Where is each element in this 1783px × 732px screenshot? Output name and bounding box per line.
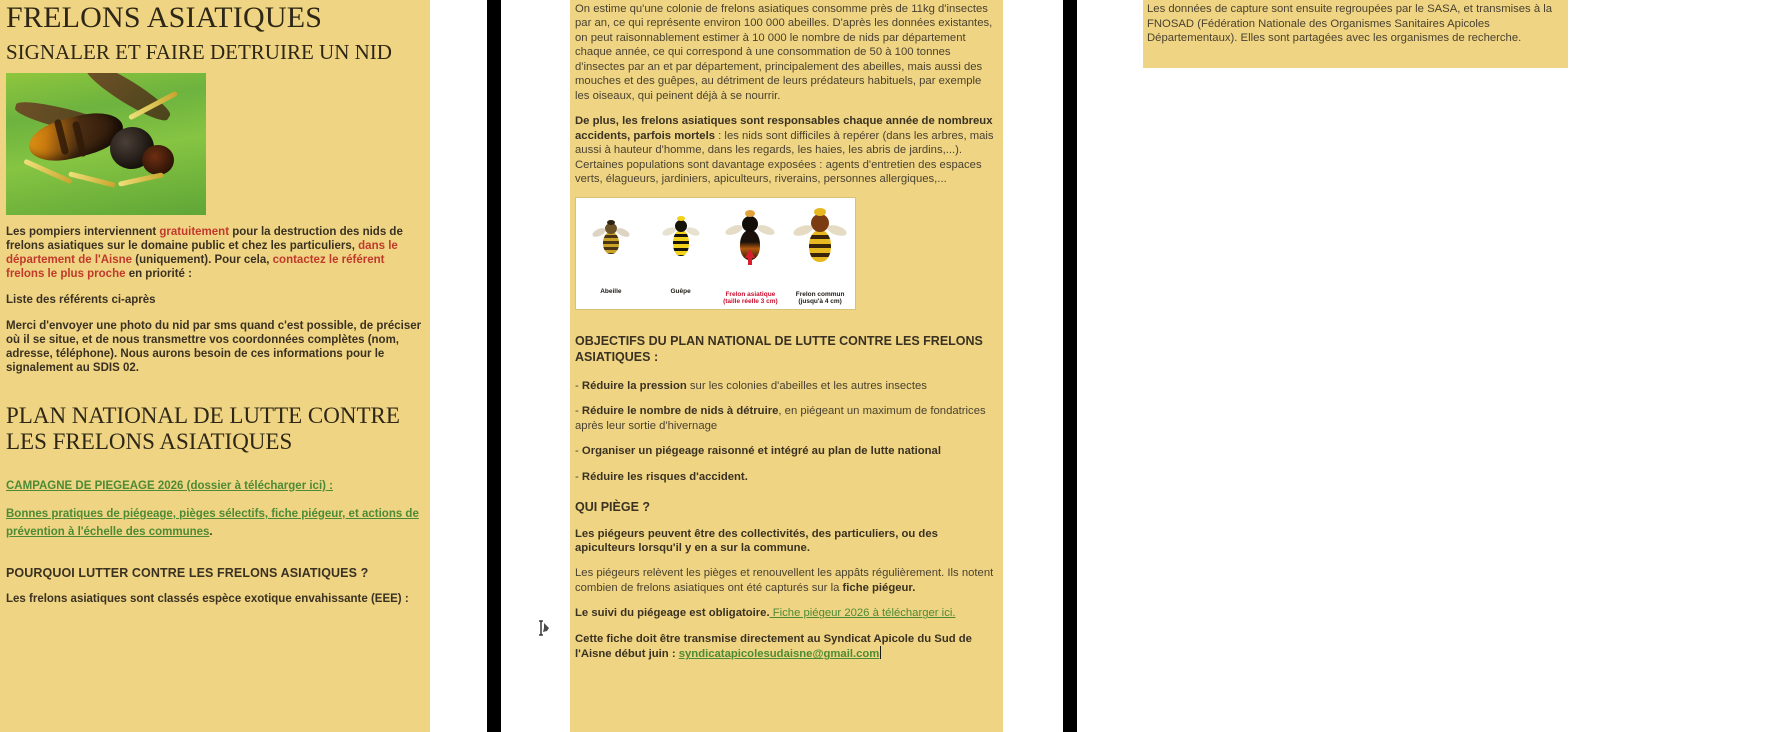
text-bold-fiche-piegeur: fiche piégeur. [842, 581, 916, 594]
figure-label-line2: (taille réelle 3 cm) [723, 297, 778, 305]
page-title: FRELONS ASIATIQUES [6, 1, 323, 34]
page-right-content[interactable] [1143, 0, 1568, 68]
figure-label-wasp: Guêpe [670, 287, 691, 295]
figure-label-line2: (jusqu'à 4 cm) [798, 297, 842, 305]
objectif-item [575, 444, 998, 458]
text-segment: pour la destruction des nids de frelons asiatiques sur le domaine public et chez les particuliers, [6, 225, 403, 252]
link-bonnes-pratiques[interactable]: Bonnes pratiques de piégeage, pièges sélectifs, fiche piégeur, et actions de prévention à l'échelle des communes [6, 508, 419, 539]
asian-hornet-photo [6, 73, 206, 215]
page-gutter-left [487, 0, 501, 732]
bullet-prefix: - [575, 379, 582, 392]
paragraph-suivi-obligatoire [575, 606, 998, 620]
figure-european-hornet [785, 202, 855, 280]
text-bold-suivi: Le suivi du piégeage est obligatoire. [575, 607, 770, 620]
text-segment: . [209, 526, 213, 539]
red-arrow-up-icon [745, 249, 755, 258]
paragraph-donnees-capture: Les données de capture sont ensuite regroupées par le SASA, et transmises à la FNOSAD (Fédération Nationale des Organismes Sanitaires Apicoles Départementaux). Elles sont partagées avec les organismes de recherche. [1147, 3, 1553, 45]
bullet-prefix: - [575, 470, 582, 483]
hornet-leg [23, 158, 73, 184]
hornet-head [142, 145, 174, 175]
european-hornet-icon [805, 208, 835, 264]
link-email-syndicat[interactable]: syndicatapicolesudaisne@gmail.com [678, 648, 880, 661]
highlight-gratuitement: gratuitement [159, 225, 230, 238]
hornet-leg [118, 172, 164, 186]
figure-label-line1: Frelon commun [795, 290, 845, 298]
figure-label-european-hornet [785, 291, 855, 306]
paragraph-accidents [575, 114, 998, 186]
heading-qui-piege: QUI PIÈGE ? [575, 499, 651, 514]
bullet-bold: Réduire les risques d'accident. [581, 470, 748, 483]
bullet-rest: sur les colonies d'abeilles et les autres insectes [686, 379, 927, 392]
text-bold-transmission: Cette fiche doit être transmise directement au Syndicat Apicole du Sud de l'Aisne début juin : [575, 632, 972, 661]
page-middle[interactable] [501, 0, 1063, 732]
heading-plan-national: PLAN NATIONAL DE LUTTE CONTRE LES FRELONS ASIATIQUES [6, 402, 400, 454]
page-middle-content[interactable] [570, 0, 1003, 732]
link-fiche-piegeur-2026[interactable]: Fiche piégeur 2026 à télécharger ici. [769, 607, 956, 620]
objectif-item [575, 470, 998, 484]
bullet-bold: Réduire la pression [581, 379, 687, 392]
paragraph-envoyer-photo: Merci d'envoyer une photo du nid par sms quand c'est possible, de préciser où il se situe, et de nous transmettre vos coordonnées complètes (nom, adresse, téléphone). Nous aurons besoin de ces informations pour le signalement au SDIS 02. [6, 319, 422, 374]
objectif-item [575, 379, 998, 393]
figure-label-bee: Abeille [600, 287, 622, 295]
insect-comparison-figure [575, 197, 856, 310]
paragraph-consommation: On estime qu'une colonie de frelons asiatiques consomme près de 11kg d'insectes par an, ce qui représente environ 100 000 abeilles. D'après les données existantes, on peut raisonnablement estimer à 10 000 le nombre de nids par département chaque année, ce qui correspond à une consommation de 50 à 100 tonnes d'insectes par an et par département, principalement des abeilles, mais aussi des mouches et des guêpes, au détriment de leurs prédateurs habituels, par exemple les oiseaux, qui peinent déjà à se nourrir. [575, 3, 993, 102]
figure-wasp [646, 202, 716, 280]
paragraph-liste-referents: Liste des référents ci-après [6, 293, 156, 306]
text-segment: : les nids sont difficiles à repérer (dans les arbres, mais aussi à hauteur d'homme, dans les regards, les haies, les abris de jardins,...). Certaines populations sont davantage exposées : agents d'entretien des espaces verts, élagueurs, jardiniers, apiculteurs, riverains, personnes allergiques,... [575, 129, 994, 185]
paragraph-espece-exotique: Les frelons asiatiques sont classés espèce exotique envahissante (EEE) : [6, 593, 409, 606]
highlight-contactez-referent: contactez le référent frelons le plus proche [6, 253, 385, 280]
link-campagne-piegeage-2026[interactable]: CAMPAGNE DE PIEGEAGE 2026 (dossier à télécharger ici) : [6, 479, 334, 492]
paragraph-bonnes-pratiques [6, 504, 424, 540]
page-gutter-right [1063, 0, 1077, 732]
figure-label-asian-hornet [716, 291, 786, 306]
wasp-icon [670, 216, 692, 256]
hornet-leg [68, 171, 116, 187]
text-segment: Les pompiers interviennent [6, 225, 160, 238]
paragraph-piegeurs-collectivites: Les piégeurs peuvent être des collectivités, des particuliers, ou des apiculteurs lorsqu'il y en a sur la commune. [575, 527, 938, 555]
text-caret [880, 646, 881, 659]
bullet-bold: Organiser un piégeage raisonné et intégré au plan de lutte national [581, 445, 941, 458]
paragraph-relevent-pieges [575, 566, 998, 595]
text-segment: Les piégeurs relèvent les pièges et renouvellent les appâts régulièrement. Ils notent combien de frelons asiatiques ont été capturés sur la [575, 567, 994, 594]
text-segment: (uniquement). Pour cela, [132, 253, 273, 266]
bullet-prefix: - [575, 445, 582, 458]
heading-objectifs: OBJECTIFS DU PLAN NATIONAL DE LUTTE CONTRE LES FRELONS ASIATIQUES : [575, 334, 983, 365]
bee-icon [600, 220, 622, 254]
figure-asian-hornet [716, 202, 786, 280]
text-segment: en priorité : [125, 267, 192, 280]
page-right[interactable] [1077, 0, 1783, 732]
figure-bee [576, 202, 646, 280]
page-left[interactable] [0, 0, 487, 732]
text-bold-segment: De plus, les frelons asiatiques sont responsables chaque année de nombreux accidents, parfois mortels [575, 115, 993, 142]
paragraph-pompiers [6, 225, 424, 281]
page-left-content[interactable] [0, 0, 430, 732]
text-edit-cursor [537, 620, 551, 636]
objectif-item [575, 404, 998, 433]
bullet-prefix: - [575, 405, 582, 418]
page-subtitle: SIGNALER ET FAIRE DETRUIRE UN NID [6, 40, 392, 65]
figure-label-line1: Frelon asiatique [725, 290, 776, 298]
paragraph-transmission-fiche [575, 632, 998, 662]
heading-pourquoi-lutter: POURQUOI LUTTER CONTRE LES FRELONS ASIATIQUES ? [6, 566, 369, 581]
bullet-rest: , en piégeant un maximum de fondatrices après leur sortie d'hivernage [575, 405, 986, 432]
highlight-departement-aisne: dans le département de l'Aisne [6, 239, 398, 266]
bullet-bold: Réduire le nombre de nids à détruire [581, 405, 779, 418]
